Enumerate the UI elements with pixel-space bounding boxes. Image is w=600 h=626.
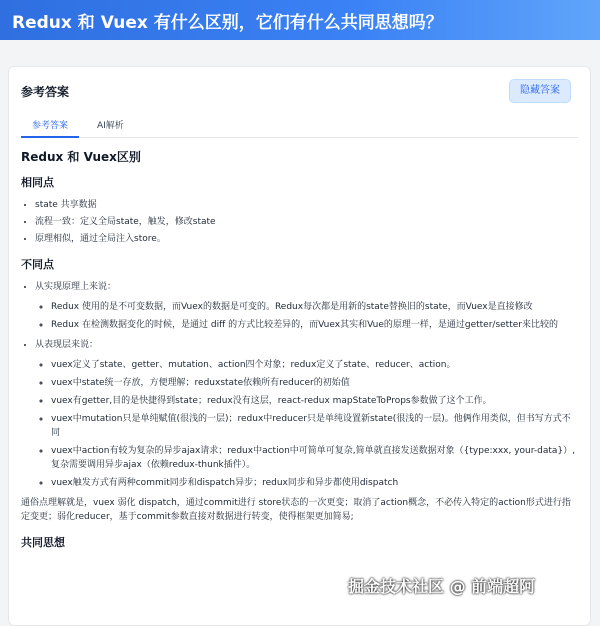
list-item: • state 共享数据 [35,198,578,212]
page-title: Redux 和 Vuex 有什么区别，它们有什么共同思想吗？ [12,12,443,33]
answer-tabs [21,113,578,138]
card-header [9,67,590,113]
answer-card [8,66,591,626]
list-item: ◦ vuex中action有较为复杂的异步ajax请求；redux中action中可简单可复杂,简单就直接发送数据对象（{type:xxx, your-data}）,复杂需要调用异步ajax（依赖redux-thunk插件）。 [51,444,578,472]
tab-ai-analysis[interactable]: AI解析 [97,121,124,131]
summary-paragraph: 通俗点理解就是，vuex 弱化 dispatch，通过commit进行 store状态的一次更变；取消了action概念，不必传入特定的action形式进行指定变更；弱化reducer，基于commit参数直接对数据进行转变，使得框架更加简易; [21,498,571,522]
watermark: 掘金技术社区 @ 前端超阿 [348,577,536,596]
content-heading: Redux 和 Vuex区别 [21,150,141,164]
common-heading: 共同思想 [21,536,65,549]
title-bar [0,0,600,40]
diff-heading: 不同点 [21,258,54,271]
list-item: ◦ vuex定义了state、getter、mutation、action四个对象；redux定义了state、reducer、action。 [51,358,578,372]
card-title: 参考答案 [21,85,70,99]
active-tab-indicator [21,136,79,138]
tab-reference-answer[interactable]: 参考答案 [32,121,69,131]
impl-list [35,300,578,332]
list-item: ◦ Redux 在检测数据变化的时候，是通过 diff 的方式比较差异的，而Vuex其实和Vue的原理一样，是通过getter/setter来比较的 [51,318,578,332]
answer-content [9,150,590,550]
list-item: • 流程一致：定义全局state，触发，修改state [35,215,578,229]
list-item: ◦ Redux 使用的是不可变数据，而Vuex的数据是可变的。Redux每次都是用新的state替换旧的state，而Vuex是直接修改 [51,300,578,314]
list-item [35,280,578,332]
list-item: ◦ vuex中mutation只是单纯赋值(很浅的一层)；redux中reducer只是单纯设置新state(很浅的一层)。他俩作用类似，但书写方式不同 [51,412,578,440]
list-item: ◦ vuex有getter,目的是快捷得到state；redux没有这层，react-redux mapStateToProps参数做了这个工作。 [51,394,578,408]
list-item: ◦ vuex中state统一存放，方便理解；reduxstate依赖所有reducer的初始值 [51,376,578,390]
impl-heading: 从实现原理上来说： [35,282,117,292]
surface-heading: 从表现层来说： [35,340,99,350]
list-item [35,338,578,490]
hide-answer-button[interactable]: 隐藏答案 [509,79,571,103]
list-item: • 原理相似，通过全局注入store。 [35,232,578,246]
similar-list [21,198,578,246]
list-item: ◦ vuex触发方式有两种commit同步和dispatch异步；redux同步和异步都使用dispatch [51,476,578,490]
surface-list [35,358,578,490]
similar-heading: 相同点 [21,176,54,189]
diff-list [21,280,578,490]
